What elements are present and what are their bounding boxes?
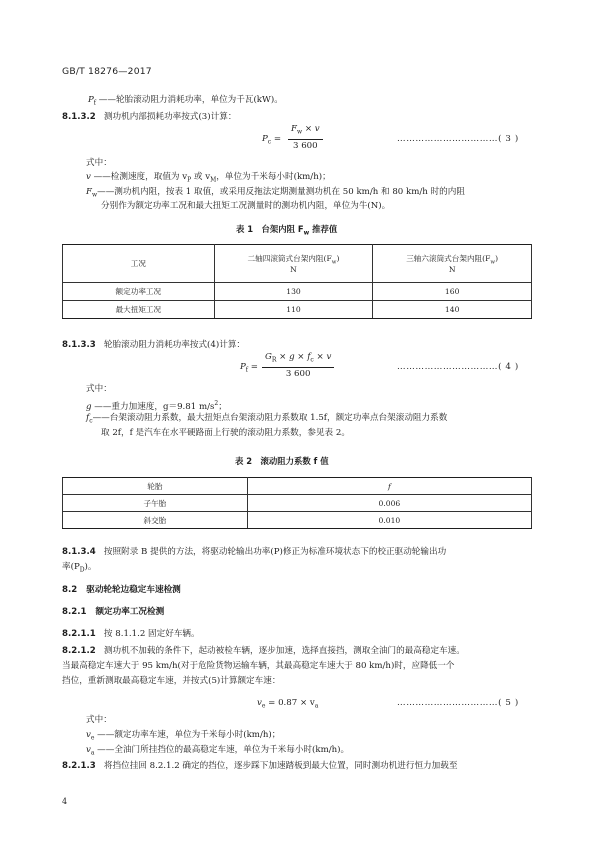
standard-code-header: GB/T 18276—2017 [62,66,152,77]
va-definition: $v_a$ ——全油门所挂挡位的最高稳定车速，单位为千米每小时(km/h)。 [86,745,350,757]
section-8-2-1-heading: 8.2.1 额定功率工况检测 [62,607,165,617]
section-8-2-heading: 8.2 驱动轮轮边稳定车速检测 [62,585,181,595]
equation-3-leader: ……………………………( 3 ) [397,134,519,144]
table-2-cell-tire: 子午胎 [63,495,248,512]
clause-8-1-3-4-line2: 率$(P_D)$。 [62,562,97,574]
equation-4-leader: ……………………………( 4 ) [397,362,519,372]
pf-definition: $P_f$ ——轮胎滚动阻力消耗功率，单位为千瓦(kW)。 [88,95,283,107]
where-label-3: 式中： [86,715,112,725]
equation-5-leader: ……………………………( 5 ) [397,698,519,708]
clause-8-2-1-2-line3: 挡位，重新测取最高稳定车速，并按式(5)计算额定车速： [62,676,281,686]
table-2-header-tire: 轮胎 [63,478,248,495]
table-1 [62,244,532,319]
equation-3-lhs: $P_c$ = [262,134,282,146]
table-1-header-three-axle: 三轴六滚筒式台架内阻$(F_w)$ N [373,245,532,283]
table-2-caption: 表 2 滚动阻力系数 f 值 [235,456,329,466]
table-1-cell-three-axle: 140 [373,301,532,319]
table-2-header-row [63,478,532,495]
equation-5: $v_e = 0.87 \times v_a$ [257,698,319,710]
table-2-cell-f: 0.010 [247,512,531,529]
table-1-cell-condition: 额定功率工况 [63,283,215,301]
clause-8-1-3-3: 8.1.3.3 轮胎滚动阻力消耗功率按式(4)计算： [62,340,246,350]
fc-definition-line1: $f_c——$台架滚动阻力系数，最大扭矩点台架滚动阻力系数取 1.5f，额定功率点台架滚动阻力系数 [86,413,448,425]
where-label-1: 式中： [86,158,112,168]
table-1-header-two-axle: 二轴四滚筒式台架内阻$(F_w)$ N [214,245,373,283]
table-row [63,301,532,319]
table-row [63,512,532,529]
table-1-cell-condition: 最大扭矩工况 [63,301,215,319]
ve-definition: $v_e$ ——额定功率车速，单位为千米每小时(km/h)； [86,730,281,742]
table-1-header-row [63,245,532,283]
table-2-cell-tire: 斜交胎 [63,512,248,529]
table-1-header-condition: 工况 [63,245,215,283]
table-row [63,283,532,301]
clause-8-2-1-1: 8.2.1.1 按 8.1.1.2 固定好车辆。 [62,629,200,639]
clause-8-2-1-3: 8.2.1.3 将挡位挂回 8.2.1.2 确定的挡位，逐步踩下加速踏板到最大位置，同时测功机进行恒力加载至 [62,761,458,771]
table-2-cell-f: 0.006 [247,495,531,512]
clause-8-1-3-4-line1: 8.1.3.4 按照附录 B 提供的方法，将驱动轮输出功率(P)修正为标准环境状态下的校正驱动轮输出功 [62,547,447,557]
equation-4-lhs: $P_f$ = [240,362,258,374]
fc-definition-line2: 取 2f，f 是汽车在水平硬路面上行驶的滚动阻力系数，参见表 2。 [101,428,350,438]
table-1-cell-two-axle: 130 [214,283,373,301]
fw-definition-line2: 分别作为额定功率工况和最大扭矩工况测量时的测功机内阻，单位为牛(N)。 [101,201,391,211]
fw-definition-line1: $F_w——$测功机内阻，按表 1 取值，或采用反拖法定期测量测功机在 50 km/h 和 80 km/h 时的内阻 [86,187,465,199]
page-number: 4 [62,797,68,806]
table-2 [62,477,532,529]
equation-4-fraction: $\frac{G_R \times g \times f_c \times v}{3 600}$ [262,352,334,380]
table-1-cell-three-axle: 160 [373,283,532,301]
table-1-cell-two-axle: 110 [214,301,373,319]
clause-8-2-1-2-line1: 8.2.1.2 测功机不加载的条件下，起动被检车辆，逐步加速，选择直接挡，测取全油门的最高稳定车速。 [62,646,465,656]
equation-3-fraction: $\frac{F_w \times v}{3 600}$ [288,124,323,152]
table-2-header-f: f [247,478,531,495]
clause-8-2-1-2-line2: 当最高稳定车速大于 95 km/h(对于危险货物运输车辆，其最高稳定车速大于 80 km/h)时，应降低一个 [62,661,455,671]
g-definition: g ——重力加速度，g＝9.81 $m/s^2$； [86,400,227,412]
where-label-2: 式中： [86,384,112,394]
clause-8-1-3-2: 8.1.3.2 测功机内部损耗功率按式(3)计算： [62,112,237,122]
v-definition: v ——检测速度，取值为 $v_P$ 或 $v_M$，单位为千米每小时(km/h)； [86,172,331,184]
table-1-caption: 表 1 台架内阻 $F_w$ 推荐值 [236,224,338,237]
table-row [63,495,532,512]
